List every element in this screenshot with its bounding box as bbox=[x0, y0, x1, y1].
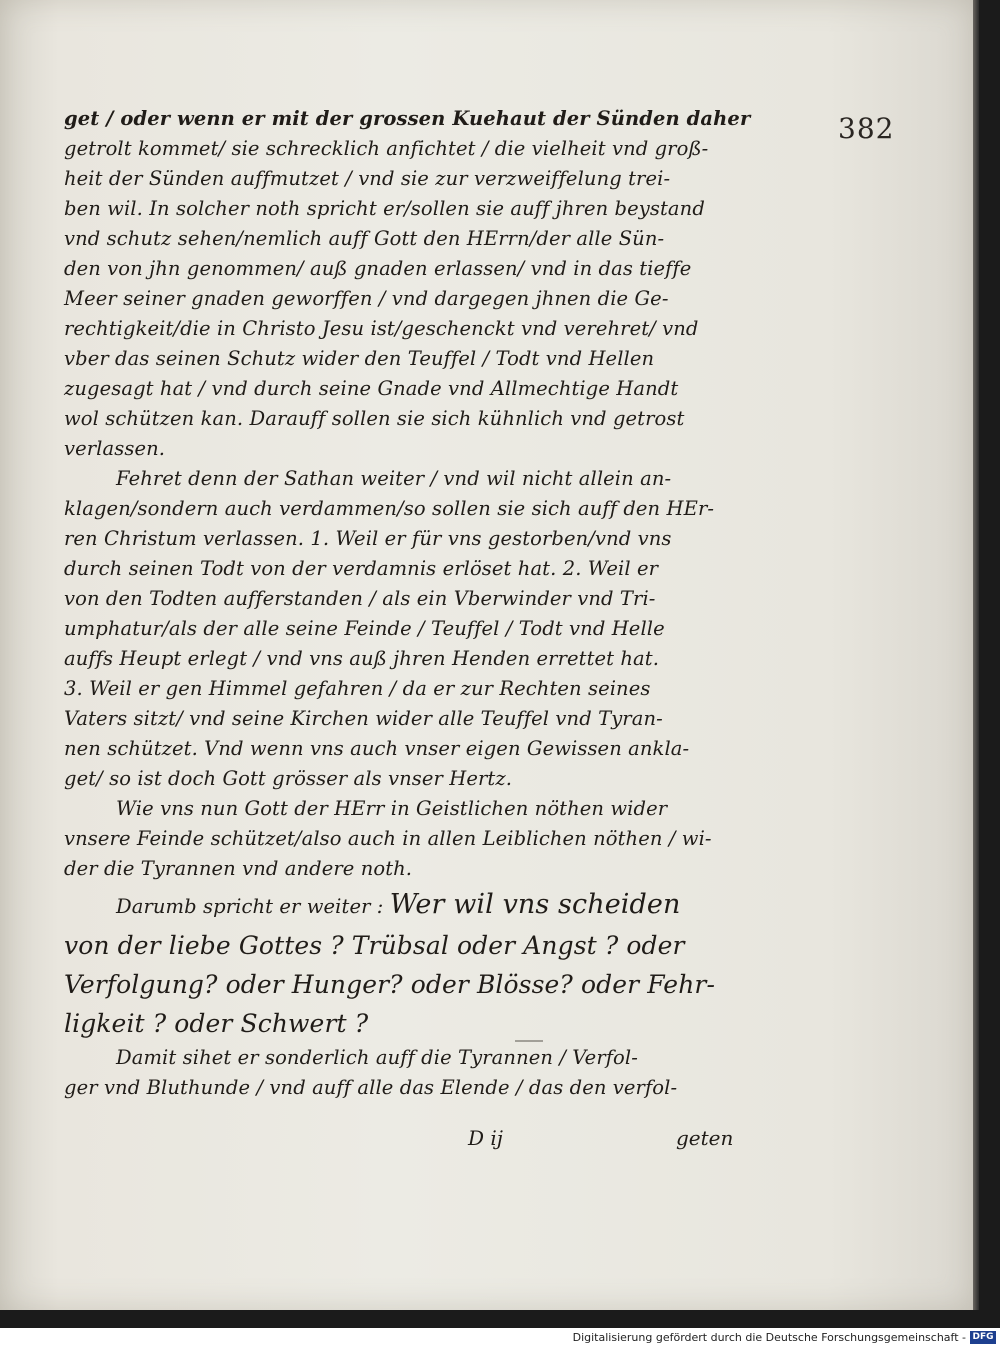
quote-line: ligkeit ? oder Schwert ? bbox=[64, 1009, 369, 1038]
text-line: vnsere Feinde schützet/also auch in allen Leiblichen nöthen / wi- bbox=[64, 827, 712, 850]
text-line: vnd schutz sehen/nemlich auff Gott den HErrn/der alle Sün- bbox=[64, 227, 665, 250]
body-text bbox=[64, 104, 764, 1103]
text-line: den von jhn genommen/ auß gnaden erlassen/ vnd in das tieffe bbox=[64, 257, 692, 280]
quote-line: Verfolgung? oder Hunger? oder Blösse? oder Fehr- bbox=[64, 970, 716, 999]
text-line: ben wil. In solcher noth spricht er/sollen sie auff jhren beystand bbox=[64, 197, 705, 220]
text-line: der die Tyrannen vnd andere noth. bbox=[64, 857, 413, 880]
text-line: 3. Weil er gen Himmel gefahren / da er zur Rechten seines bbox=[64, 677, 651, 700]
text-line: umphatur/als der alle seine Feinde / Teuffel / Todt vnd Helle bbox=[64, 617, 665, 640]
text-line: ger vnd Bluthunde / vnd auff alle das Elende / das den verfol- bbox=[64, 1076, 678, 1099]
ink-mark bbox=[515, 1040, 543, 1042]
text-line: zugesagt hat / vnd durch seine Gnade vnd Allmechtige Handt bbox=[64, 377, 679, 400]
text-line bbox=[64, 884, 764, 926]
page-number: 382 bbox=[838, 112, 895, 145]
text-line: durch seinen Todt von der verdamnis erlöset hat. 2. Weil er bbox=[64, 557, 659, 580]
text-line: rechtigkeit/die in Christo Jesu ist/geschenckt vnd verehret/ vnd bbox=[64, 317, 699, 340]
text-line: Fehret denn der Sathan weiter / vnd wil nicht allein an- bbox=[116, 467, 672, 490]
text-line: Damit sihet er sonderlich auff die Tyrannen / Verfol- bbox=[116, 1046, 638, 1069]
text-line: Vaters sitzt/ vnd seine Kirchen wider alle Teuffel vnd Tyran- bbox=[64, 707, 663, 730]
quote-run: Wer wil vns scheiden bbox=[389, 889, 681, 920]
text-line: wol schützen kan. Darauff sollen sie sich kühnlich vnd getrost bbox=[64, 407, 685, 430]
text-run: Darumb spricht er weiter : bbox=[116, 895, 384, 918]
quote-line: von der liebe Gottes ? Trübsal oder Angst ? oder bbox=[64, 931, 685, 960]
text-line: Wie vns nun Gott der HErr in Geistlichen nöthen wider bbox=[116, 797, 668, 820]
text-line: klagen/sondern auch verdammen/so sollen sie sich auff den HEr- bbox=[64, 497, 715, 520]
text-line: get/ so ist doch Gott grösser als vnser Hertz. bbox=[64, 767, 513, 790]
funding-credit: Digitalisierung gefördert durch die Deutsche Forschungsgemeinschaft - bbox=[572, 1331, 966, 1344]
text-line: get / oder wenn er mit der grossen Kuehaut der Sünden daher bbox=[64, 107, 751, 130]
text-line: ren Christum verlassen. 1. Weil er für vns gestorben/vnd vns bbox=[64, 527, 672, 550]
text-line: auffs Heupt erlegt / vnd vns auß jhren Henden errettet hat. bbox=[64, 647, 660, 670]
text-line: getrolt kommet/ sie schrecklich anfichtet / die vielheit vnd groß- bbox=[64, 137, 709, 160]
text-line: Meer seiner gnaden geworffen / vnd dargegen jhnen die Ge- bbox=[64, 287, 669, 310]
text-line: heit der Sünden auffmutzet / vnd sie zur verzweiffelung trei- bbox=[64, 167, 671, 190]
text-line: von den Todten aufferstanden / als ein Vberwinder vnd Tri- bbox=[64, 587, 656, 610]
catchword: geten bbox=[676, 1126, 734, 1150]
text-line: nen schützet. Vnd wenn vns auch vnser eigen Gewissen ankla- bbox=[64, 737, 690, 760]
page-edge bbox=[973, 0, 979, 1310]
signature-mark: D ij bbox=[468, 1126, 503, 1150]
text-line: vber das seinen Schutz wider den Teuffel / Todt vnd Hellen bbox=[64, 347, 655, 370]
text-line: verlassen. bbox=[64, 437, 166, 460]
dfg-logo-icon[interactable]: DFG bbox=[970, 1331, 996, 1344]
footer-bar bbox=[0, 1328, 1000, 1348]
